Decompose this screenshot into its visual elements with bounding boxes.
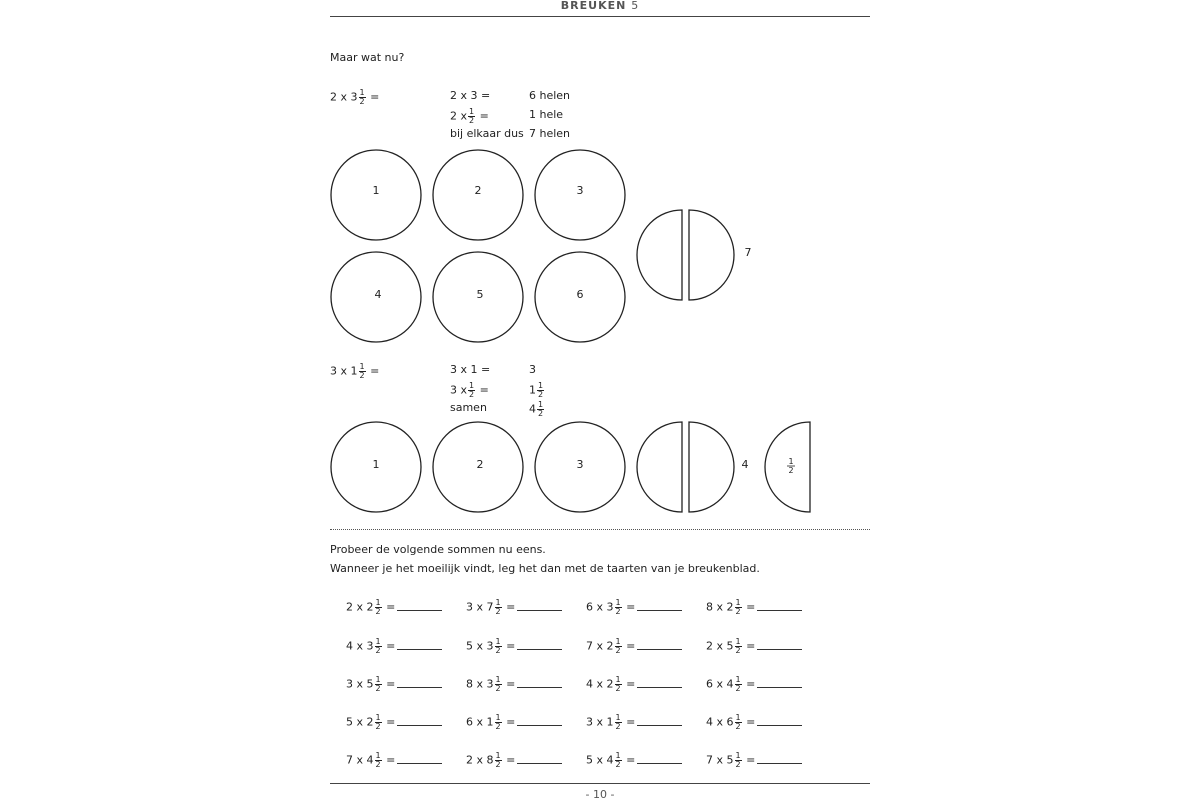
intro-text: Maar wat nu? <box>330 51 405 64</box>
example2-line2-label: 3 x $\frac{1}{2}$ = <box>450 381 489 399</box>
answer-blank[interactable] <box>637 678 682 688</box>
exercise-item <box>706 638 802 655</box>
instruction-2: Wanneer je het moeilijk vindt, leg het dan met de taarten van je breukenblad. <box>330 562 760 575</box>
answer-blank[interactable] <box>637 716 682 726</box>
equals-sign: = <box>746 639 756 653</box>
exercise-expression: 8 x 2 <box>706 600 734 614</box>
exercise-item <box>346 676 442 693</box>
exercise-item <box>586 714 682 731</box>
exercise-fraction: $\frac{1}{2}$ <box>735 598 741 616</box>
exercise-expression: 4 x 2 <box>586 677 614 691</box>
exercise-item <box>706 599 802 616</box>
answer-blank[interactable] <box>757 754 802 764</box>
exercise-fraction: $\frac{1}{2}$ <box>615 637 621 655</box>
exercise-item <box>586 676 682 693</box>
answer-blank[interactable] <box>397 716 442 726</box>
exercise-item <box>706 714 802 731</box>
exercise-expression: 7 x 2 <box>586 639 614 653</box>
exercise-fraction: $\frac{1}{2}$ <box>615 675 621 693</box>
pie-label: 4 <box>374 288 382 301</box>
equals-sign: = <box>746 600 756 614</box>
answer-blank[interactable] <box>397 754 442 764</box>
exercise-expression: 2 x 8 <box>466 753 494 767</box>
equals-sign: = <box>506 753 516 767</box>
exercise-expression: 2 x 5 <box>706 639 734 653</box>
equals-sign: = <box>506 639 516 653</box>
exercise-fraction: $\frac{1}{2}$ <box>375 751 381 769</box>
exercise-item <box>706 752 802 769</box>
answer-blank[interactable] <box>517 716 562 726</box>
equals-sign: = <box>626 600 636 614</box>
exercise-fraction: $\frac{1}{2}$ <box>615 751 621 769</box>
exercise-item <box>466 752 562 769</box>
page-number: - 10 - <box>585 788 615 801</box>
exercise-item <box>346 714 442 731</box>
example1-line3-label: bij elkaar dus <box>450 127 524 140</box>
equals-sign: = <box>386 677 396 691</box>
equals-sign: = <box>386 600 396 614</box>
example2-line1-value: 3 <box>529 363 536 376</box>
exercise-item <box>466 638 562 655</box>
exercise-fraction: $\frac{1}{2}$ <box>375 675 381 693</box>
equals-sign: = <box>626 753 636 767</box>
exercise-fraction: $\frac{1}{2}$ <box>375 637 381 655</box>
equals-sign: = <box>386 753 396 767</box>
pie-half-right-2 <box>689 422 734 512</box>
exercise-expression: 7 x 5 <box>706 753 734 767</box>
exercise-fraction: $\frac{1}{2}$ <box>375 713 381 731</box>
footer-line <box>330 783 870 784</box>
exercise-fraction: $\frac{1}{2}$ <box>735 751 741 769</box>
example1-problem: 2 x 3 $\frac{1}{2}$ = <box>330 88 380 106</box>
exercise-expression: 4 x 6 <box>706 715 734 729</box>
answer-blank[interactable] <box>517 678 562 688</box>
instruction-1: Probeer de volgende sommen nu eens. <box>330 543 546 556</box>
equals-sign: = <box>506 715 516 729</box>
answer-blank[interactable] <box>637 640 682 650</box>
exercise-fraction: $\frac{1}{2}$ <box>495 637 501 655</box>
equals-sign: = <box>746 715 756 729</box>
answer-blank[interactable] <box>757 678 802 688</box>
answer-blank[interactable] <box>757 640 802 650</box>
answer-blank[interactable] <box>517 640 562 650</box>
pie-label: 7 <box>744 246 752 259</box>
example1-line3-value: 7 helen <box>529 127 571 140</box>
exercise-expression: 4 x 3 <box>346 639 374 653</box>
exercise-expression: 5 x 3 <box>466 639 494 653</box>
exercise-expression: 3 x 1 <box>586 715 614 729</box>
exercise-fraction: $\frac{1}{2}$ <box>615 713 621 731</box>
answer-blank[interactable] <box>757 601 802 611</box>
dotted-divider <box>330 529 870 530</box>
example1-line1-value: 6 helen <box>529 89 571 102</box>
example2-line3-value: 4 $\frac{1}{2}$ <box>529 400 544 418</box>
exercise-fraction: $\frac{1}{2}$ <box>495 598 501 616</box>
equals-sign: = <box>506 677 516 691</box>
equals-sign: = <box>746 677 756 691</box>
example2-line3-label: samen <box>450 401 487 414</box>
exercise-item <box>466 714 562 731</box>
example1-line2-value: 1 hele <box>529 108 564 121</box>
pie-label: 4 <box>741 458 749 471</box>
pie-fraction-den: 2 <box>788 466 794 475</box>
exercise-fraction: $\frac{1}{2}$ <box>495 713 501 731</box>
exercise-item <box>466 599 562 616</box>
answer-blank[interactable] <box>637 754 682 764</box>
exercise-fraction: $\frac{1}{2}$ <box>495 751 501 769</box>
pie-half-left-2 <box>637 422 682 512</box>
answer-blank[interactable] <box>517 601 562 611</box>
exercise-expression: 6 x 4 <box>706 677 734 691</box>
pie-label: 3 <box>576 458 584 471</box>
example2-line2-value: 1 $\frac{1}{2}$ <box>529 381 544 399</box>
equals-sign: = <box>626 677 636 691</box>
pie-label: 1 <box>372 458 380 471</box>
exercise-expression: 7 x 4 <box>346 753 374 767</box>
equals-sign: = <box>626 715 636 729</box>
answer-blank[interactable] <box>397 678 442 688</box>
equals-sign: = <box>386 639 396 653</box>
exercise-expression: 8 x 3 <box>466 677 494 691</box>
pie-label: 2 <box>476 458 484 471</box>
header-title: BREUKEN <box>560 0 627 12</box>
exercise-fraction: $\frac{1}{2}$ <box>495 675 501 693</box>
answer-blank[interactable] <box>757 716 802 726</box>
exercise-expression: 3 x 5 <box>346 677 374 691</box>
exercise-fraction: $\frac{1}{2}$ <box>735 637 741 655</box>
answer-blank[interactable] <box>397 640 442 650</box>
exercise-fraction: $\frac{1}{2}$ <box>735 675 741 693</box>
header-number: 5 <box>631 0 640 12</box>
exercise-item <box>586 752 682 769</box>
equals-sign: = <box>386 715 396 729</box>
exercise-expression: 3 x 7 <box>466 600 494 614</box>
pie-half-right-1 <box>689 210 734 300</box>
pie-half-left-1 <box>637 210 682 300</box>
exercise-item <box>346 599 442 616</box>
exercise-fraction: $\frac{1}{2}$ <box>375 598 381 616</box>
pie-label: 5 <box>476 288 484 301</box>
exercise-item <box>346 752 442 769</box>
example2-problem: 3 x 1 $\frac{1}{2}$ = <box>330 362 380 380</box>
equals-sign: = <box>626 639 636 653</box>
exercise-fraction: $\frac{1}{2}$ <box>735 713 741 731</box>
pie-label: 6 <box>576 288 584 301</box>
example1-line2-label: 2 x $\frac{1}{2}$ = <box>450 107 489 125</box>
exercise-expression: 2 x 2 <box>346 600 374 614</box>
exercise-item <box>586 599 682 616</box>
pie-fraction-num: 1 <box>788 457 794 466</box>
exercise-item <box>346 638 442 655</box>
example2-line1-label: 3 x 1 = <box>450 363 491 376</box>
exercise-expression: 5 x 4 <box>586 753 614 767</box>
exercise-fraction: $\frac{1}{2}$ <box>615 598 621 616</box>
answer-blank[interactable] <box>397 601 442 611</box>
equals-sign: = <box>746 753 756 767</box>
pie-label: 2 <box>474 184 482 197</box>
answer-blank[interactable] <box>517 754 562 764</box>
exercise-expression: 5 x 2 <box>346 715 374 729</box>
exercise-expression: 6 x 3 <box>586 600 614 614</box>
equals-sign: = <box>506 600 516 614</box>
exercise-item <box>466 676 562 693</box>
answer-blank[interactable] <box>637 601 682 611</box>
exercise-expression: 6 x 1 <box>466 715 494 729</box>
exercise-item <box>706 676 802 693</box>
example1-line1-label: 2 x 3 = <box>450 89 491 102</box>
exercise-item <box>586 638 682 655</box>
pie-label: 3 <box>576 184 584 197</box>
pie-label: 1 <box>372 184 380 197</box>
